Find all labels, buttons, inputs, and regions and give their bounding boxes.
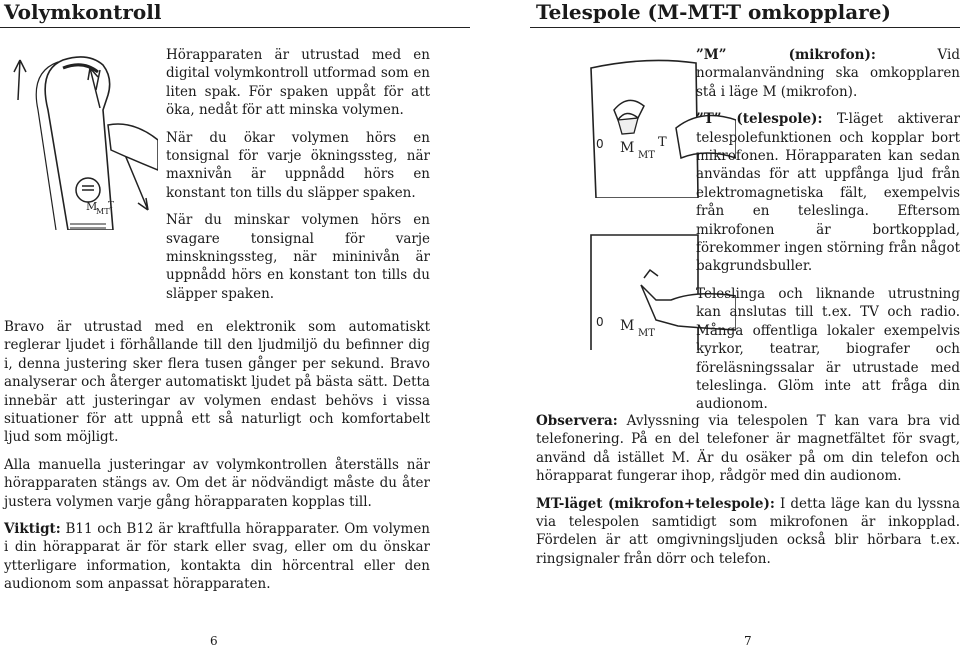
volume-main-text — [4, 318, 430, 603]
page-number-right: 7 — [744, 634, 752, 648]
mode-m-label: ”M” (mikrofon): — [696, 47, 876, 63]
hearing-aid-volume-illustration — [8, 50, 158, 230]
svg-text:MT: MT — [638, 150, 655, 161]
svg-text:T: T — [658, 135, 667, 150]
mode-m-text: Vid normalanvändning ska omkopplaren stå i läge M (mikrofon). — [696, 47, 960, 100]
page-title-telecoil: Telespole (M-MT-T omkopplare) — [536, 0, 891, 24]
svg-text:0: 0 — [596, 137, 604, 151]
volume-intro-column — [166, 46, 430, 312]
note-label: Observera: — [536, 413, 618, 429]
svg-text:MT: MT — [638, 328, 655, 339]
svg-text:M: M — [620, 318, 635, 334]
mode-t-label: ”T” (telespole): — [696, 111, 823, 128]
important-text: B11 och B12 är kraftfulla hörapparater. Om volymen i din hörapparat är för stark eller svag, eller om du önskar ytterligare information, kontakta din hörcentral eller den audionom som anpassat hörapparaten. — [4, 521, 430, 593]
important-label: Viktigt: — [4, 521, 61, 538]
telecoil-modes-column — [696, 46, 960, 423]
volume-decrease-text: När du minskar volymen hörs en svagare tonsignal för varje minskningssteg, när mininivån är uppnådd hörs en konstant ton tills du släpper spaken. — [166, 212, 430, 302]
svg-text:M: M — [86, 200, 98, 213]
page-title-volume: Volymkontroll — [4, 0, 162, 24]
volume-auto-text: Bravo är utrustad med en elektronik som automatiskt reglerar ljudet i förhållande till den ljudmiljö du befinner dig i, denna justering sker flera tusen gånger per sekund. Bravo analyserar och återger automatiskt ljudet på bästa sätt. Detta innebär att justeringar av volymen endast behövs i vissa situationer för att uppnå ett så naturligt och komfortabelt ljud som möjligt. — [4, 319, 430, 446]
note-paragraph — [536, 412, 960, 486]
mode-mt-text: I detta läge kan du lyssna via telespolen samtidigt som mikrofonen är inkopplad. Fördelen är att omgivningsljuden också blir hörbara t.ex. ringsignaler från dörr och telefon. — [536, 495, 960, 567]
volume-increase-text: När du ökar volymen hörs en tonsignal för varje ökningssteg, när maxnivån är uppnådd hörs en konstant ton tills du släpper spaken. — [166, 129, 430, 201]
svg-text:MT: MT — [96, 207, 110, 216]
title-rule-left — [0, 27, 470, 28]
svg-text:0: 0 — [596, 315, 604, 329]
title-rule-right — [530, 27, 960, 28]
mode-m-paragraph — [696, 46, 960, 101]
teleloop-text: Teleslinga och liknande utrustning kan anslutas till t.ex. TV och radio. Många offentliga lokaler exempelvis kyrkor, teatrar, biografer och föreläsningssalar är utrustade med teleslinga. Glöm inte att fråga din audionom. — [696, 285, 960, 413]
page-number-left: 6 — [210, 634, 218, 648]
mode-mt-paragraph — [536, 495, 960, 569]
mode-mt-label: MT-läget (mikrofon+telespole): — [536, 495, 775, 512]
telecoil-notes — [536, 412, 960, 577]
note-text: Avlyssning via telespolen T kan vara bra vid telefonering. På en del telefoner är magnetfältet för svagt, använd då istället M. Är du osäker på om din telefon och hörapparat fungerar ihop, rådgör med din audionom. — [536, 413, 960, 485]
svg-text:M: M — [620, 140, 635, 156]
mode-t-paragraph — [696, 110, 960, 276]
svg-text:T: T — [108, 201, 115, 211]
mode-t-text: T-läget aktiverar telespolefunktionen och kopplar bort mikrofonen. Hörapparaten kan sedan användas för att uppfånga ljud från elektromagnetiska fält, exempelvis från en teleslinga. Eftersom mikrofonen är bortkopplad, förekommer ingen störning från något bakgrundsbuller. — [696, 111, 960, 275]
volume-reset-text: Alla manuella justeringar av volymkontrollen återställs när hörapparaten stängs av. Om det är nödvändigt måste du åter justera volymen varje gång hörapparaten kopplas till. — [4, 456, 430, 510]
volume-important-paragraph — [4, 520, 430, 594]
volume-intro-text: Hörapparaten är utrustad med en digital volymkontroll utformad som en liten spak. För spaken uppåt för att öka, nedåt för att minska volymen. — [166, 47, 430, 119]
